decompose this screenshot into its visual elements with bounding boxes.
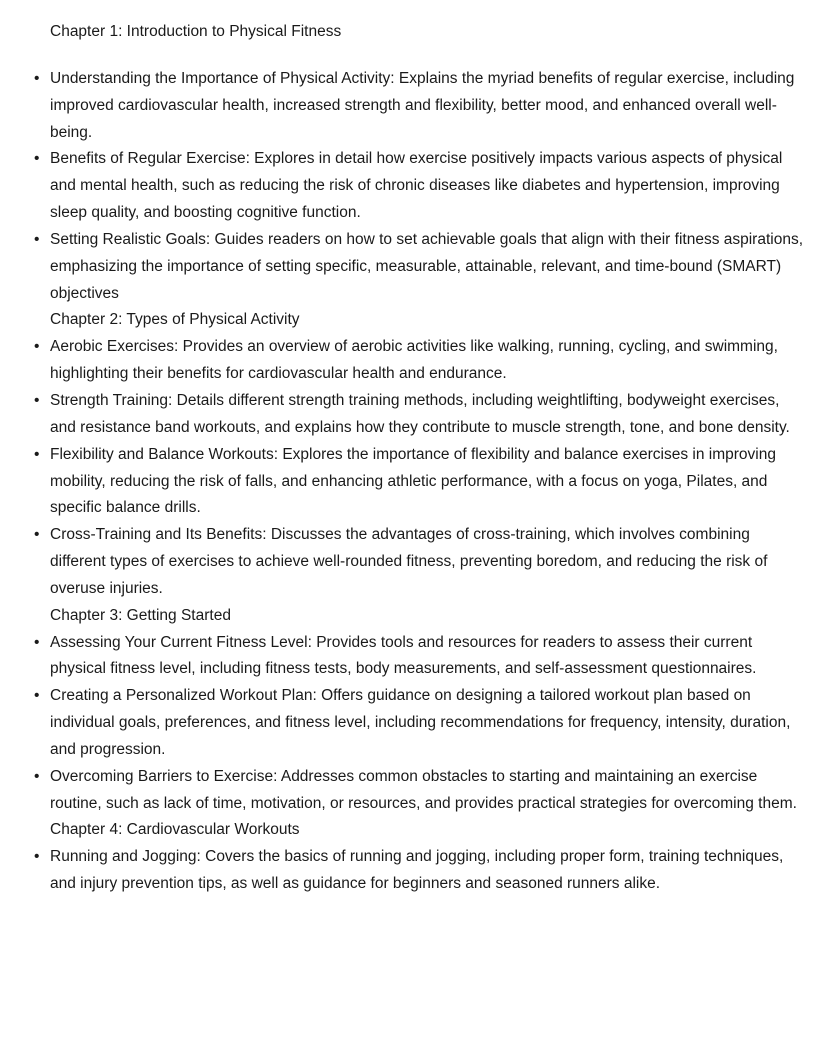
bullet-item: • Benefits of Regular Exercise: Explores in detail how exercise positively impacts various aspects of physical and mental health, such as reducing the risk of chronic diseases like diabetes and hypertension, improving sleep quality, and boosting cognitive function.: [50, 146, 808, 227]
chapter-2-bullet-list: [50, 334, 808, 602]
chapter-1-heading: Chapter 1: Introduction to Physical Fitness: [50, 23, 342, 40]
bullet-item: • Cross-Training and Its Benefits: Discusses the advantages of cross-training, which involves combining different types of exercises to achieve well-rounded fitness, preventing boredom, and reducing the risk of overuse injuries.: [50, 522, 808, 603]
bullet-item: • Setting Realistic Goals: Guides readers on how to set achievable goals that align with their fitness aspirations, emphasizing the importance of setting specific, measurable, attainable, relevant, and time-bound (SMART) objectives: [50, 227, 808, 308]
chapter-1-bullet-list: [50, 66, 808, 308]
chapter-3-heading: Chapter 3: Getting Started: [50, 606, 231, 624]
bullet-item: • Aerobic Exercises: Provides an overview of aerobic activities like walking, running, cycling, and swimming, highlighting their benefits for cardiovascular health and endurance.: [50, 334, 808, 388]
bullet-item: • Strength Training: Details different strength training methods, including weightlifting, bodyweight exercises, and resistance band workouts, and explains how they contribute to muscle strength, tone, and bone density.: [50, 388, 808, 442]
bullet-item: • Assessing Your Current Fitness Level: Provides tools and resources for readers to assess their current physical fitness level, including fitness tests, body measurements, and self-assessment questionnaires.: [50, 630, 808, 684]
bullet-item: • Overcoming Barriers to Exercise: Addresses common obstacles to starting and maintaining an exercise routine, such as lack of time, motivation, or resources, and provides practical strategies for overcoming them.: [50, 764, 808, 818]
chapter-4-heading: Chapter 4: Cardiovascular Workouts: [50, 821, 300, 839]
chapter-3-bullet-list: [50, 630, 808, 818]
bullet-item: • Understanding the Importance of Physical Activity: Explains the myriad benefits of regular exercise, including improved cardiovascular health, increased strength and flexibility, better mood, and enhanced overall well-being.: [50, 66, 808, 147]
chapter-2-heading: Chapter 2: Types of Physical Activity: [50, 311, 300, 329]
bullet-item: • Creating a Personalized Workout Plan: Offers guidance on designing a tailored workout plan based on individual goals, preferences, and fitness level, including recommendations for frequency, intensity, duration, and progression.: [50, 683, 808, 764]
chapter-4-bullet-list: [50, 844, 808, 898]
bullet-item: • Running and Jogging: Covers the basics of running and jogging, including proper form, training techniques, and injury prevention tips, as well as guidance for beginners and seasoned runners alike.: [50, 844, 808, 898]
bullet-item: • Flexibility and Balance Workouts: Explores the importance of flexibility and balance exercises in improving mobility, reducing the risk of falls, and enhancing athletic performance, with a focus on yoga, Pilates, and specific balance drills.: [50, 442, 808, 523]
